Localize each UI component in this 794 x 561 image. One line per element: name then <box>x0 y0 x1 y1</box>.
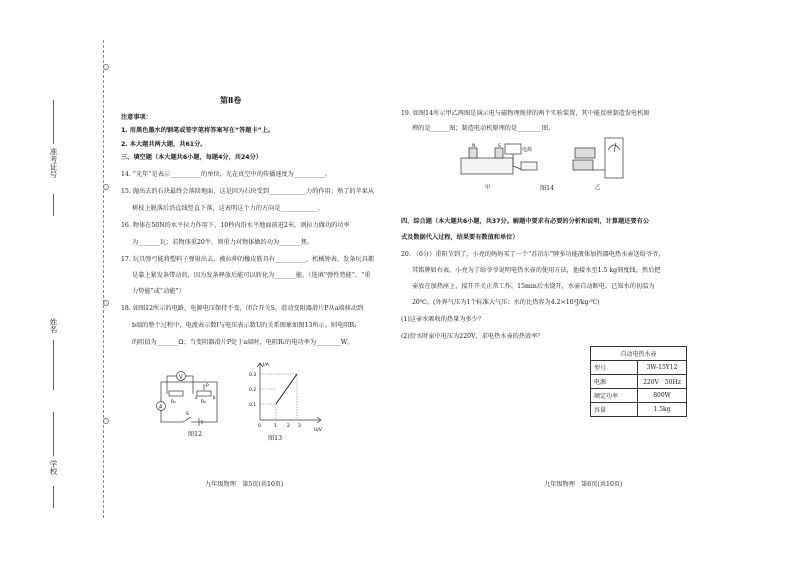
note-1: 1. 用黑色墨水的钢笔或签字笔将答案写在“答题卡”上。 <box>121 127 275 134</box>
question-18-line-3: 的阻值为_______Ω；当变阻器滑片P处于a端时，电阻R₁的电功率为________W。 <box>132 339 354 346</box>
r2-label: R₂ <box>201 400 206 405</box>
power-source-label: 电源 <box>522 147 533 153</box>
question-20-part-1: (1)这壶水吸收的热量为多少？ <box>401 316 485 323</box>
magnet-pole-s <box>495 148 503 158</box>
switch-jia <box>521 162 537 170</box>
ammeter-label: A <box>159 404 163 411</box>
question-20-part-2: (2)傍水时家中电压为220V，求电热水壶的热效率？ <box>401 333 544 340</box>
end-b-label: b <box>213 395 216 400</box>
section-4-heading-line-1: 四、综合题（本大题共6小题，共37分。解题中要求有必要的分析和说明，计算题还要有公 <box>401 218 650 225</box>
binding-hole <box>103 184 109 190</box>
fig14-jia-label: 甲 <box>485 185 491 191</box>
x-axis-label: U/V <box>314 428 322 433</box>
r1-label: R₁ <box>171 400 176 405</box>
y-tick: 0.3 <box>249 373 257 378</box>
magnet-yi-top <box>575 148 595 158</box>
figure-12-caption: 图12 <box>188 431 203 438</box>
x-tick: 2 <box>287 424 290 429</box>
binding-hole <box>103 300 109 306</box>
name-label: 姓名 <box>49 318 58 333</box>
galvanometer-box <box>605 138 623 178</box>
question-19-line-1: 19. 如图14所示甲乙两图是演示电与磁物理规律的两个实验装置，其中能反映制造发电机原 <box>401 110 650 117</box>
question-16-line-1: 16. 物体在50N的水平拉力作用下，10秒内沿水平地面前进2米，则拉力做功的功率 <box>121 222 350 229</box>
magnet-base-jia <box>461 158 513 174</box>
question-16-line-2: 为_______瓦；若物体重20牛，则重力对物体做的功为_______焦。 <box>132 239 314 246</box>
school-line-bottom <box>53 486 54 508</box>
magnet-pole-n <box>469 148 477 158</box>
note-2: 2. 本大题共两大题，共61分。 <box>121 141 207 148</box>
table-row: 型号 3W-15Y12 <box>591 361 687 375</box>
end-a-label: a <box>195 395 198 400</box>
question-20-line-3: 壶放在加热座上，接开开关正常工作，15min后水烧开，水壶自动断电。已知水的初温为 <box>412 283 655 290</box>
page-6-footer: 九年级物理 第6页(共10页) <box>544 481 623 488</box>
y-tick: 0.1 <box>249 403 257 408</box>
question-20-line-2: 其铭牌如右表。小亮为了给爷爷说明电热水壶的使用方法，他接水至1.5 kg刻度线，然后把 <box>412 267 661 274</box>
binding-line <box>103 40 104 518</box>
notes-title: 注意事项： <box>121 114 152 121</box>
y-tick: 0.2 <box>249 388 257 393</box>
x-tick: 1 <box>274 424 277 429</box>
question-15-line-1: 15. 抛出去的石块最终会落回地面，这是因为石块受到____________力的作用；熟了的苹果从 <box>121 188 375 195</box>
i-u-line <box>276 374 297 404</box>
figure-13-caption: 图13 <box>268 435 283 442</box>
question-17-line-3: 力势能”或“动能”） <box>132 288 185 295</box>
rheostat-r2 <box>197 391 211 396</box>
question-19-line-2: 理的是______图；制造电动机原理的是________图。 <box>412 125 555 132</box>
figure-13-graph <box>246 358 328 434</box>
section-title: 第Ⅱ卷 <box>220 96 242 105</box>
school-label: 学校 <box>49 460 58 475</box>
spec-table-title: 自动电热水壶 <box>591 347 687 361</box>
magnet-yi-bottom <box>573 160 593 170</box>
voltmeter-label: V <box>179 374 183 381</box>
exam-number-label: 准考证号 <box>49 148 58 178</box>
name-line <box>53 340 54 390</box>
switch-label: S <box>186 412 189 417</box>
fig14-yi-label: 乙 <box>595 185 601 191</box>
question-18-line-1: 18. 如图12所示的电路，电源电压保持不变，闭合开关S，滑动变阻器滑片P从a端移动到 <box>121 305 364 312</box>
exam-number-line <box>53 100 54 144</box>
section-4-heading-line-2: 式及数据代入过程，结果要有数值和单位） <box>401 234 519 241</box>
question-15-line-2: 树枝上脱落后沿直线竖直下落，这表明这个力的方向是____________。 <box>132 205 324 212</box>
exam-number-line <box>53 194 54 216</box>
school-line-top <box>53 412 54 456</box>
page-5-footer: 九年级物理 第5页(共10页) <box>205 481 284 488</box>
question-14: 14. “光年”是表示__________的单位，光在真空中的传播速度为__________。 <box>121 171 331 178</box>
question-17-line-2: 是靠上紧发条带动的，因为发条释放后能可以转化为_______能。（选填“弹性势能”、“重 <box>132 272 371 279</box>
question-18-line-2: b端的整个过程中，电流表示数I与电压表示数U的关系图象如图13所示。则电阻R₁ <box>132 322 357 329</box>
question-17-line-1: 17. 玩具弹弓能将塑料子弹射出去，被拉伸的橡皮筋具有__________，机械钟表、发条玩具都 <box>121 256 375 263</box>
resistor-r1 <box>169 391 183 396</box>
table-row: 容量 1.5kg <box>591 403 687 417</box>
x-tick: 0 <box>258 424 261 429</box>
pole-n-label: N <box>472 144 476 149</box>
binding-hole <box>103 418 109 424</box>
table-row: 额定功率 800W <box>591 389 687 403</box>
x-tick: 3 <box>298 424 301 429</box>
question-20-line-4: 20℃。(外界气压为1个标准大气压；水的比热容为4.2×10³J/kg·℃) <box>412 299 600 306</box>
y-axis-label: I/A <box>263 363 269 368</box>
table-row: 电源 220V 50Hz <box>591 375 687 389</box>
slider-label: P <box>206 384 209 389</box>
question-20-line-1: 20. （6分）重阳节到了，小亮的妈妈买了一个“苏泊尔”牌多功能液体加热器电热水壶送给爷爷， <box>401 251 665 258</box>
figure-12-circuit <box>155 368 235 438</box>
fill-in-section-heading: 三、填空题（本大题共6小题，每题4分，共24分） <box>121 154 262 161</box>
kettle-spec-table <box>590 346 687 417</box>
binding-hole <box>103 64 109 70</box>
figure-14-caption: 图14 <box>540 185 555 192</box>
pole-s-label: S <box>498 144 501 149</box>
power-source-box <box>505 144 521 154</box>
